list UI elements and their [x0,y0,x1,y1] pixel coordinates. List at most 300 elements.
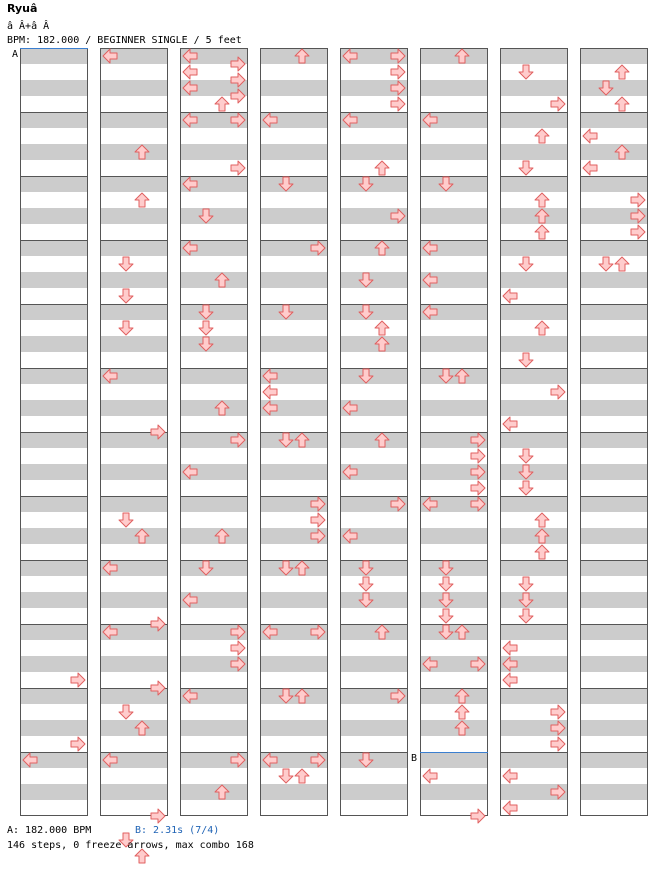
beat-stripe [260,784,328,800]
beat-stripe [180,480,248,496]
beat-stripe [580,800,648,816]
beat-stripe [180,128,248,144]
beat-stripe [500,432,568,448]
beat-stripe [340,128,408,144]
beat-stripe [180,144,248,160]
beat-stripe [500,336,568,352]
beat-stripe [20,336,88,352]
beat-stripe [580,352,648,368]
beat-stripe [500,224,568,240]
beat-stripe [100,544,168,560]
beat-stripe [260,128,328,144]
beat-stripe [580,656,648,672]
beat-stripe [500,688,568,704]
beat-stripe [340,704,408,720]
beat-stripe [20,128,88,144]
beat-stripe [340,272,408,288]
beat-stripe [260,480,328,496]
beat-stripe [20,624,88,640]
beat-stripe [420,592,488,608]
beat-stripe [260,592,328,608]
beat-stripe [20,784,88,800]
beat-stripe [500,208,568,224]
beat-stripe [500,448,568,464]
beat-stripe [20,368,88,384]
beat-stripe [420,64,488,80]
beat-stripe [180,448,248,464]
beat-stripe [260,160,328,176]
beat-stripe [100,528,168,544]
beat-stripe [260,464,328,480]
beat-stripe [100,720,168,736]
beat-stripe [340,480,408,496]
beat-stripe [420,544,488,560]
beat-stripe [100,640,168,656]
beat-stripe [340,624,408,640]
beat-stripe [500,368,568,384]
beat-stripe [100,496,168,512]
beat-stripe [260,272,328,288]
beat-stripe [20,384,88,400]
beat-stripe [100,480,168,496]
beat-stripe [100,176,168,192]
beat-stripe [420,224,488,240]
beat-stripe [420,752,488,768]
beat-stripe [500,256,568,272]
beat-stripe [340,608,408,624]
beat-stripe [260,352,328,368]
beat-stripe [20,96,88,112]
beat-stripe [340,752,408,768]
beat-stripe [500,400,568,416]
beat-stripe [20,240,88,256]
beat-stripe [500,560,568,576]
song-subtitle: â Â+â Â [7,21,50,32]
beat-stripe [20,80,88,96]
beat-stripe [260,192,328,208]
beat-stripe [100,400,168,416]
beat-stripe [260,640,328,656]
beat-stripe [180,720,248,736]
beat-stripe [340,192,408,208]
beat-stripe [340,512,408,528]
beat-stripe [260,224,328,240]
beat-stripe [340,160,408,176]
beat-stripe [500,304,568,320]
beat-stripe [100,656,168,672]
beat-stripe [260,176,328,192]
beat-stripe [580,64,648,80]
beat-stripe [580,464,648,480]
beat-stripe [340,368,408,384]
beat-stripe [20,608,88,624]
beat-stripe [260,320,328,336]
beat-stripe [580,544,648,560]
beat-stripe [340,320,408,336]
marker-b-label: B [411,753,418,764]
beat-stripe [580,432,648,448]
beat-stripe [100,272,168,288]
beat-stripe [580,704,648,720]
beat-stripe [20,304,88,320]
beat-stripe [420,176,488,192]
beat-stripe [420,608,488,624]
beat-stripe [500,624,568,640]
beat-stripe [20,48,88,64]
beat-stripe [580,624,648,640]
beat-stripe [100,592,168,608]
beat-stripe [580,688,648,704]
beat-stripe [20,656,88,672]
beat-stripe [420,96,488,112]
beat-stripe [500,272,568,288]
beat-stripe [180,544,248,560]
beat-stripe [580,48,648,64]
beat-stripe [340,544,408,560]
beat-stripe [100,208,168,224]
beat-stripe [100,464,168,480]
beat-stripe [500,576,568,592]
beat-stripe [180,576,248,592]
beat-stripe [20,64,88,80]
beat-stripe [180,352,248,368]
beat-stripe [180,528,248,544]
beat-stripe [580,144,648,160]
beat-stripe [100,704,168,720]
beat-stripe [20,640,88,656]
beat-stripe [500,240,568,256]
beat-stripe [180,208,248,224]
beat-stripe [420,672,488,688]
beat-stripe [260,432,328,448]
beat-stripe [580,304,648,320]
beat-stripe [260,144,328,160]
beat-stripe [100,512,168,528]
beat-stripe [100,80,168,96]
beat-stripe [580,480,648,496]
beat-stripe [340,736,408,752]
beat-stripe [260,448,328,464]
beat-stripe [260,608,328,624]
beat-stripe [20,288,88,304]
beat-stripe [260,688,328,704]
beat-stripe [340,784,408,800]
beat-stripe [580,560,648,576]
beat-stripe [260,704,328,720]
beat-stripe [260,800,328,816]
beat-stripe [420,256,488,272]
beat-stripe [580,528,648,544]
beat-stripe [100,112,168,128]
beat-stripe [500,48,568,64]
beat-stripe [20,528,88,544]
beat-stripe [180,400,248,416]
beat-stripe [20,432,88,448]
beat-stripe [20,720,88,736]
beat-stripe [580,320,648,336]
beat-stripe [580,272,648,288]
beat-stripe [260,768,328,784]
beat-stripe [20,704,88,720]
beat-stripe [420,320,488,336]
beat-stripe [100,128,168,144]
beat-stripe [180,672,248,688]
beat-stripe [580,576,648,592]
beat-stripe [420,336,488,352]
beat-stripe [420,352,488,368]
beat-stripe [260,304,328,320]
beat-stripe [180,288,248,304]
beat-stripe [420,416,488,432]
beat-stripe [180,192,248,208]
beat-stripe [420,704,488,720]
beat-stripe [420,368,488,384]
beat-stripe [260,672,328,688]
beat-stripe [260,576,328,592]
beat-stripe [100,304,168,320]
beat-stripe [580,112,648,128]
beat-stripe [340,800,408,816]
beat-stripe [180,224,248,240]
beat-stripe [20,224,88,240]
bpm-b-label: B: 2.31s (7/4) [135,825,220,836]
beat-stripe [260,336,328,352]
beat-stripe [100,784,168,800]
beat-stripe [340,720,408,736]
beat-stripe [260,544,328,560]
beat-stripe [180,384,248,400]
beat-stripe [20,560,88,576]
beat-stripe [100,320,168,336]
beat-stripe [100,192,168,208]
beat-stripe [180,560,248,576]
step-stats: 146 steps, 0 freeze arrows, max combo 168 [7,840,254,851]
beat-stripe [100,576,168,592]
beat-stripe [500,528,568,544]
beat-stripe [20,192,88,208]
beat-stripe [100,64,168,80]
beat-stripe [180,800,248,816]
beat-stripe [260,256,328,272]
beat-stripe [180,704,248,720]
beat-stripe [340,352,408,368]
beat-stripe [20,688,88,704]
beat-stripe [20,208,88,224]
beat-stripe [180,272,248,288]
beat-stripe [420,48,488,64]
beat-stripe [500,160,568,176]
beat-stripe [20,144,88,160]
beat-stripe [260,208,328,224]
beat-stripe [580,592,648,608]
beat-stripe [500,352,568,368]
beat-stripe [420,384,488,400]
beat-stripe [20,496,88,512]
beat-stripe [340,592,408,608]
beat-stripe [20,320,88,336]
beat-stripe [580,768,648,784]
beat-stripe [420,208,488,224]
beat-stripe [340,448,408,464]
beat-stripe [420,144,488,160]
beat-stripe [260,720,328,736]
beat-stripe [340,240,408,256]
beat-stripe [420,560,488,576]
beat-stripe [100,768,168,784]
beat-stripe [580,496,648,512]
beat-stripe [580,384,648,400]
beat-stripe [180,784,248,800]
beat-stripe [340,256,408,272]
beat-stripe [500,64,568,80]
beat-stripe [580,512,648,528]
beat-stripe [20,272,88,288]
beat-stripe [580,736,648,752]
beat-stripe [260,736,328,752]
beat-stripe [580,336,648,352]
beat-stripe [500,464,568,480]
beat-stripe [100,256,168,272]
beat-stripe [340,288,408,304]
beat-stripe [500,608,568,624]
beat-stripe [580,640,648,656]
beat-stripe [500,320,568,336]
beat-stripe [260,64,328,80]
beat-stripe [500,496,568,512]
beat-stripe [180,368,248,384]
beat-stripe [340,176,408,192]
beat-stripe [580,96,648,112]
beat-stripe [580,720,648,736]
beat-stripe [20,160,88,176]
beat-stripe [340,224,408,240]
beat-stripe [340,640,408,656]
beat-stripe [580,288,648,304]
beat-stripe [580,784,648,800]
beat-stripe [500,176,568,192]
beat-stripe [340,656,408,672]
beat-stripe [340,672,408,688]
beat-stripe [100,240,168,256]
beat-stripe [420,80,488,96]
beat-stripe [580,256,648,272]
beat-stripe [20,416,88,432]
beat-stripe [500,544,568,560]
beat-stripe [420,640,488,656]
beat-stripe [420,624,488,640]
beat-stripe [100,224,168,240]
beat-stripe [100,336,168,352]
marker-a-label: A [12,49,19,60]
beat-stripe [580,400,648,416]
beat-stripe [420,160,488,176]
beat-stripe [340,384,408,400]
beat-stripe [500,192,568,208]
beat-stripe [20,112,88,128]
beat-stripe [420,720,488,736]
beat-stripe [420,288,488,304]
beat-stripe [100,384,168,400]
beat-stripe [420,192,488,208]
bpm-a-label: A: 182.000 BPM [7,825,92,836]
chart-info: BPM: 182.000 / BEGINNER SINGLE / 5 feet [7,35,242,46]
beat-stripe [260,48,328,64]
beat-stripe [580,176,648,192]
beat-stripe [20,176,88,192]
beat-stripe [20,256,88,272]
beat-stripe [260,80,328,96]
beat-stripe [420,528,488,544]
beat-stripe [580,752,648,768]
beat-stripe [500,480,568,496]
beat-stripe [20,768,88,784]
beat-stripe [340,432,408,448]
beat-stripe [20,576,88,592]
beat-stripe [340,560,408,576]
beat-stripe [260,288,328,304]
beat-stripe [260,560,328,576]
beat-stripe [340,576,408,592]
beat-stripe [500,144,568,160]
beat-stripe [20,512,88,528]
beat-stripe [500,592,568,608]
beat-stripe [340,416,408,432]
beat-stripe [260,416,328,432]
beat-stripe [100,736,168,752]
beat-stripe [20,800,88,816]
beat-stripe [20,352,88,368]
beat-stripe [580,80,648,96]
beat-stripe [180,768,248,784]
beat-stripe [180,736,248,752]
beat-stripe [420,736,488,752]
beat-stripe [500,80,568,96]
beat-stripe [420,576,488,592]
beat-stripe [500,512,568,528]
beat-stripe [580,672,648,688]
beat-stripe [580,448,648,464]
beat-stripe [580,240,648,256]
beat-stripe [340,144,408,160]
beat-stripe [500,112,568,128]
beat-stripe [420,400,488,416]
beat-stripe [420,128,488,144]
beat-stripe [20,544,88,560]
beat-stripe [20,480,88,496]
beat-stripe [100,96,168,112]
beat-stripe [180,608,248,624]
beat-stripe [20,448,88,464]
beat-stripe [20,464,88,480]
beat-stripe [420,784,488,800]
beat-stripe [100,288,168,304]
song-title: Ryuâ [7,2,38,15]
beat-stripe [260,96,328,112]
beat-stripe [500,128,568,144]
beat-stripe [420,688,488,704]
beat-stripe [100,160,168,176]
beat-stripe [180,496,248,512]
beat-stripe [100,448,168,464]
beat-stripe [580,368,648,384]
beat-stripe [180,320,248,336]
beat-stripe [500,752,568,768]
beat-stripe [180,256,248,272]
beat-stripe [100,352,168,368]
beat-stripe [580,608,648,624]
beat-stripe [180,512,248,528]
beat-stripe [580,416,648,432]
